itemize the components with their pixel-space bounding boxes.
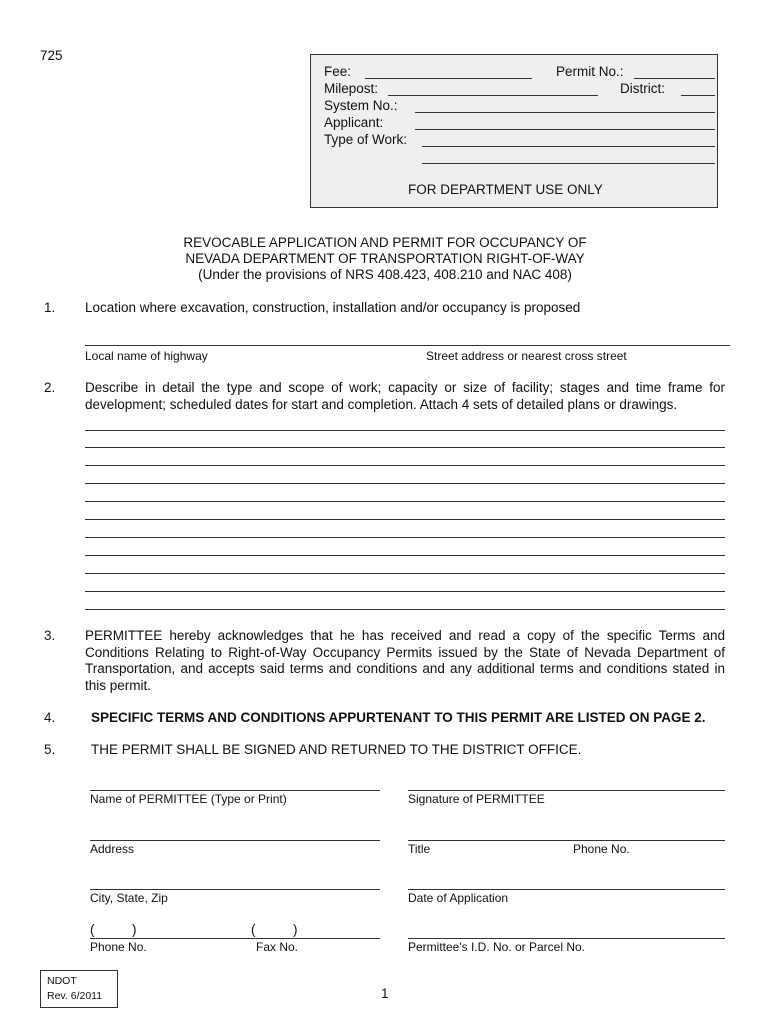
item-1-number: 1.: [44, 300, 56, 315]
street-address-label: Street address or nearest cross street: [426, 349, 627, 363]
title-label: Title: [408, 842, 431, 856]
fax-area-code: ( ): [251, 922, 298, 937]
agency-label: NDOT: [47, 975, 77, 987]
milepost-field[interactable]: [388, 95, 598, 96]
item-5-number: 5.: [44, 742, 56, 757]
type-of-work-field-2[interactable]: [422, 163, 715, 164]
title-phone-field[interactable]: [408, 840, 725, 841]
item-4-text: SPECIFIC TERMS AND CONDITIONS APPURTENANT TO THIS PERMIT ARE LISTED ON PAGE 2.: [91, 710, 706, 725]
description-line[interactable]: [85, 555, 725, 556]
description-line[interactable]: [85, 465, 725, 466]
permittee-signature-label: Signature of PERMITTEE: [408, 792, 545, 806]
system-no-label: System No.:: [324, 98, 398, 113]
form-number: 725: [40, 48, 63, 63]
permittee-id-label: Permittee's I.D. No. or Parcel No.: [408, 940, 586, 954]
permit-no-field[interactable]: [634, 78, 715, 79]
city-state-zip-label: City, State, Zip: [90, 891, 168, 905]
permittee-name-field[interactable]: [90, 790, 380, 791]
item-4-number: 4.: [44, 710, 56, 725]
phone-fax-field[interactable]: [90, 938, 380, 939]
page-number: 1: [381, 986, 389, 1001]
department-use-note: FOR DEPARTMENT USE ONLY: [408, 182, 603, 197]
revision-label: Rev. 6/2011: [47, 990, 103, 1002]
permittee-name-label: Name of PERMITTEE (Type or Print): [90, 792, 287, 806]
fee-label: Fee:: [324, 64, 352, 79]
item-3-number: 3.: [44, 628, 56, 643]
description-line[interactable]: [85, 447, 725, 448]
district-field[interactable]: [681, 95, 715, 96]
description-line[interactable]: [85, 501, 725, 502]
description-line[interactable]: [85, 609, 725, 610]
revision-box: [40, 970, 118, 1008]
district-label: District:: [620, 81, 665, 96]
description-line[interactable]: [85, 537, 725, 538]
form-title-line2: NEVADA DEPARTMENT OF TRANSPORTATION RIGHT-OF-WAY: [185, 251, 585, 266]
item-2-number: 2.: [44, 380, 56, 395]
location-field[interactable]: [85, 345, 730, 346]
phone-area-code: ( ): [90, 922, 137, 937]
item-5-text: THE PERMIT SHALL BE SIGNED AND RETURNED TO THE DISTRICT OFFICE.: [91, 742, 582, 757]
fax-no-label: Fax No.: [256, 940, 299, 954]
form-title-line1: REVOCABLE APPLICATION AND PERMIT FOR OCCUPANCY OF: [183, 235, 587, 250]
description-line[interactable]: [85, 519, 725, 520]
fee-field[interactable]: [365, 78, 532, 79]
applicant-label: Applicant:: [324, 115, 384, 130]
date-of-application-label: Date of Application: [408, 891, 509, 905]
description-line[interactable]: [85, 591, 725, 592]
type-of-work-label: Type of Work:: [324, 132, 408, 147]
local-name-label: Local name of highway: [85, 349, 208, 363]
item-1-text: Location where excavation, construction, installation and/or occupancy is proposed: [85, 300, 581, 315]
description-line[interactable]: [85, 573, 725, 574]
permit-no-label: Permit No.:: [556, 64, 624, 79]
item-3-text: PERMITTEE hereby acknowledges that he has received and read a copy of the specific Terms and Conditions Relating to Right-of-Way Occupancy Permits issued by the State of Nevada Department of Transportation, and accepts said terms and conditions and any additional terms and conditions stated in this permit.: [85, 628, 725, 693]
description-line[interactable]: [85, 483, 725, 484]
milepost-label: Milepost:: [324, 81, 379, 96]
address-field[interactable]: [90, 840, 380, 841]
phone-no-label: Phone No.: [90, 940, 147, 954]
city-state-zip-field[interactable]: [90, 889, 380, 890]
phone-label: Phone No.: [573, 842, 630, 856]
permittee-id-field[interactable]: [408, 938, 725, 939]
system-no-field[interactable]: [415, 112, 715, 113]
type-of-work-field[interactable]: [422, 146, 715, 147]
permittee-signature-field[interactable]: [408, 790, 725, 791]
form-title-line3: (Under the provisions of NRS 408.423, 408.210 and NAC 408): [198, 267, 572, 282]
item-2-text: Describe in detail the type and scope of work; capacity or size of facility; stages and time frame for development; scheduled dates for start and completion. Attach 4 sets of detailed plans or drawings.: [85, 380, 725, 412]
date-of-application-field[interactable]: [408, 889, 725, 890]
applicant-field[interactable]: [415, 129, 715, 130]
address-label: Address: [90, 842, 135, 856]
description-line[interactable]: [85, 430, 725, 431]
